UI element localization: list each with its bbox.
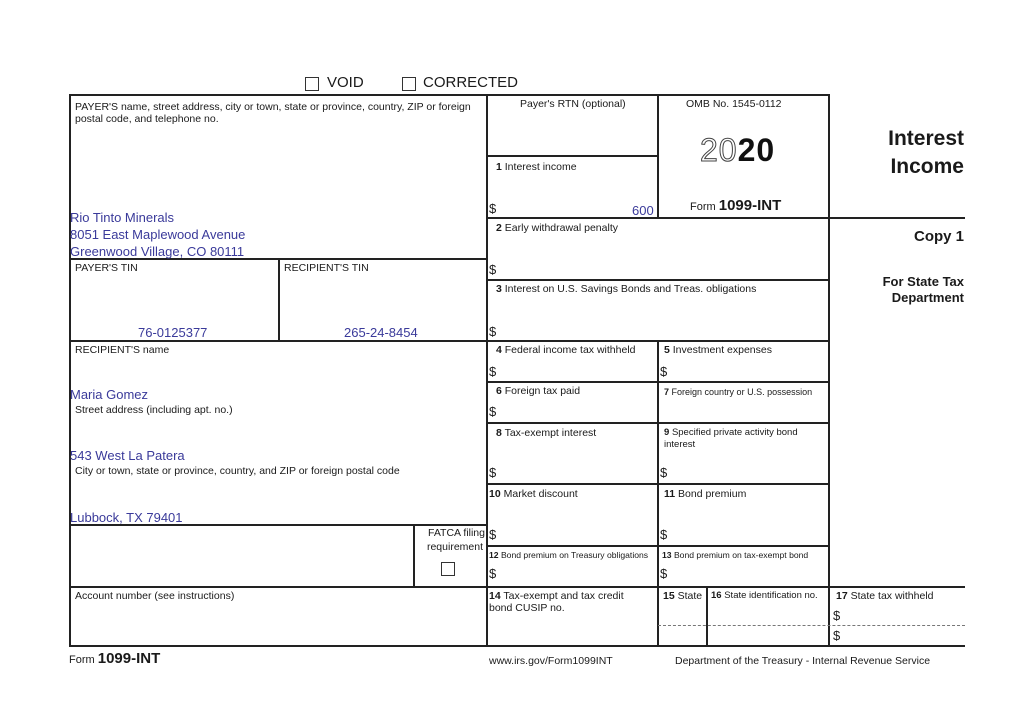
corrected-label: CORRECTED	[423, 74, 519, 91]
rtn-label: Payer's RTN (optional)	[520, 98, 626, 110]
copy-purpose	[830, 274, 964, 306]
recipient-city-label: City or town, state or province, country, and ZIP or foreign postal code	[75, 465, 400, 477]
box17-label: 17 State tax withheld	[836, 590, 934, 602]
boxes-divider	[657, 340, 659, 586]
box7-label: 7 Foreign country or U.S. possession	[664, 387, 813, 397]
box13-label: 13 Bond premium on tax-exempt bond	[662, 550, 809, 560]
box10-label: 10 Market discount	[489, 488, 578, 500]
recipient-tin: 265-24-8454	[344, 325, 418, 340]
recipient-city: Lubbock, TX 79401	[70, 510, 183, 525]
box4-label: 4 Federal income tax withheld	[496, 344, 636, 356]
box9-label: 9 Specified private activity bond interest	[664, 427, 798, 450]
box6-bottom-line	[486, 422, 829, 424]
payer-city: Greenwood Village, CO 80111	[70, 244, 245, 259]
void-label: VOID	[327, 74, 364, 91]
copy-label: Copy 1	[913, 228, 964, 245]
box17-dollar-1: $	[833, 608, 841, 623]
box17-dollar-2: $	[833, 628, 841, 643]
box4-dollar: $	[489, 364, 497, 379]
void-checkbox[interactable]	[305, 77, 319, 91]
tax-year	[700, 132, 775, 169]
tax-year-bold: 20	[737, 132, 776, 168]
box8-dollar: $	[489, 465, 497, 480]
recipient-name: Maria Gomez	[70, 387, 149, 402]
box5-label: 5 Investment expenses	[664, 344, 772, 356]
box8-bottom-line	[486, 483, 829, 485]
box15-label: 15 State	[663, 590, 703, 602]
recipient-name-label: RECIPIENT'S name	[75, 344, 170, 356]
box11-label: 11 Bond premium	[664, 488, 747, 500]
tax-year-outline: 20	[700, 132, 738, 168]
form-title	[840, 125, 964, 181]
box1-dollar: $	[489, 201, 497, 216]
payer-tin-label: PAYER'S TIN	[75, 262, 138, 274]
tin-bottom-line	[69, 340, 829, 342]
copy-purpose-line-1: For State Tax	[882, 274, 964, 289]
fatca-label-1: FATCA filing	[428, 527, 485, 539]
title-line-2: Income	[890, 155, 964, 178]
box1-value[interactable]: 600	[632, 203, 654, 218]
tin-divider	[278, 258, 280, 340]
frame-top-line	[69, 94, 829, 96]
form-name: 1099-INT	[718, 197, 782, 214]
box10-dollar: $	[489, 527, 497, 542]
box4-bottom-line	[486, 381, 829, 383]
payer-street: 8051 East Maplewood Avenue	[70, 227, 246, 242]
box5-dollar: $	[660, 364, 668, 379]
account-top-line	[69, 586, 965, 588]
recipient-street-label: Street address (including apt. no.)	[75, 404, 233, 416]
box13-dollar: $	[660, 566, 668, 581]
fatca-checkbox[interactable]	[441, 562, 455, 576]
box2-bottom-line	[486, 279, 829, 281]
middle-divider	[486, 94, 488, 646]
recipient-tin-label: RECIPIENT'S TIN	[284, 262, 369, 274]
right-divider	[828, 94, 830, 646]
recipient-street: 543 West La Patera	[70, 448, 185, 463]
footer-form-id	[69, 650, 160, 667]
title-line-1: Interest	[888, 127, 964, 150]
box10-bottom-line	[486, 545, 829, 547]
payer-name: Rio Tinto Minerals	[70, 210, 175, 225]
box11-dollar: $	[660, 527, 668, 542]
fatca-label-2: requirement	[426, 541, 483, 553]
box2-label: 2 Early withdrawal penalty	[496, 222, 618, 234]
form-prefix: Form	[690, 201, 716, 213]
box16-label: 16 State identification no.	[711, 590, 818, 601]
box6-dollar: $	[489, 404, 497, 419]
box9-dollar: $	[660, 465, 668, 480]
account-label: Account number (see instructions)	[75, 590, 235, 602]
form-id-box	[690, 197, 781, 214]
payer-tin: 76-0125377	[138, 325, 208, 340]
box1-bottom-line	[486, 217, 965, 219]
box8-label: 8 Tax-exempt interest	[496, 427, 597, 439]
footer-url[interactable]: www.irs.gov/Form1099INT	[489, 655, 613, 667]
box16-divider	[706, 586, 708, 646]
footer-form-prefix: Form	[69, 654, 95, 666]
box6-label: 6 Foreign tax paid	[496, 385, 581, 397]
footer-form-name: 1099-INT	[97, 650, 161, 667]
state-dashed-line	[658, 625, 965, 626]
box14-label: 14 Tax-exempt and tax credit bond CUSIP no.	[489, 590, 624, 614]
copy-purpose-line-2: Department	[891, 290, 964, 305]
frame-bottom-line	[69, 645, 965, 647]
rtn-bottom-line	[486, 155, 658, 157]
footer-department: Department of the Treasury - Internal Revenue Service	[675, 655, 931, 667]
box15-divider	[657, 586, 659, 646]
payer-label: PAYER'S name, street address, city or town, state or province, country, ZIP or foreign postal code, and telephone no.	[75, 101, 471, 125]
box12-dollar: $	[489, 566, 497, 581]
box1-label: 1 Interest income	[496, 161, 577, 173]
box3-label: 3 Interest on U.S. Savings Bonds and Treas. obligations	[496, 283, 757, 295]
frame-left-line	[69, 94, 71, 646]
corrected-checkbox[interactable]	[402, 77, 416, 91]
box3-dollar: $	[489, 324, 497, 339]
omb-number: OMB No. 1545-0112	[686, 98, 782, 110]
box2-dollar: $	[489, 262, 497, 277]
box12-label: 12 Bond premium on Treasury obligations	[489, 550, 649, 560]
